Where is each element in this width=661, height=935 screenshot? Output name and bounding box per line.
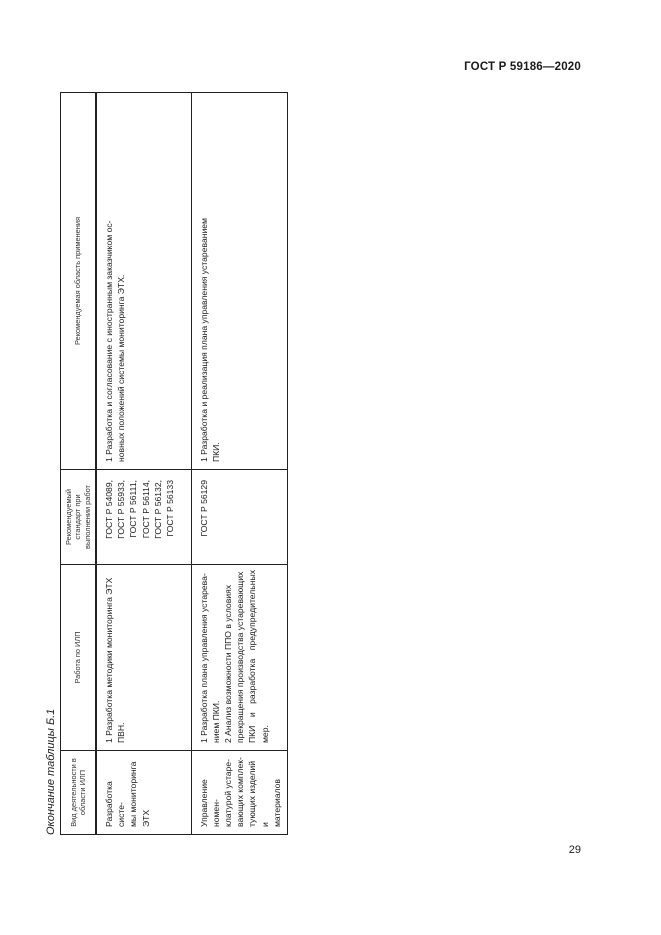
cell-line: ЭТХ: [140, 809, 151, 827]
activity-cell: [96, 751, 191, 835]
cell-line: ГОСТ Р 56114,: [140, 480, 151, 539]
page-number: 29: [568, 844, 581, 856]
cell-line: ПВН.: [116, 722, 127, 743]
standards-cell: [96, 470, 191, 565]
cell-line: мы мониторинга: [128, 761, 139, 827]
cell-line: новных положений системы мониторинга ЭТХ.: [116, 274, 127, 462]
cell-line: Разработка систе-: [104, 781, 127, 827]
work-cell: [191, 565, 287, 751]
cell-line: 2 Анализ возможности ППО в условиях: [222, 584, 233, 743]
cell-line: тующих изделий и: [247, 760, 270, 827]
column-header-application: Рекомендуемая область применения: [61, 93, 97, 470]
application-cell: [191, 93, 287, 470]
work-cell: [96, 565, 191, 751]
table-b1: [60, 92, 288, 835]
cell-line: ГОСТ Р 54089,: [104, 480, 114, 539]
standards-cell: [191, 470, 287, 565]
cell-line: ПКИ.: [210, 442, 221, 462]
cell-line: ГОСТ Р 56111,: [128, 480, 139, 538]
activity-cell: [191, 751, 287, 835]
cell-line: ГОСТ Р 56133: [165, 480, 176, 537]
cell-line: нием ПКИ.: [210, 700, 221, 743]
cell-line: клатурой устаре-: [222, 759, 233, 827]
column-header-standard: Рекомендуемый стандарт при выполнении работ: [61, 470, 97, 565]
cell-line: Управление номен-: [198, 779, 221, 827]
cell-line: 1 Разработка и реализация плана управления устареванием: [198, 218, 209, 462]
cell-line: материалов: [271, 779, 282, 827]
document-code: ГОСТ Р 59186—2020: [464, 61, 581, 73]
table-header-row: [61, 93, 97, 835]
cell-line: вающих комплек-: [235, 757, 246, 827]
cell-line: ГОСТ Р 56129: [198, 480, 209, 537]
table-caption: Окончание таблицы Б.1: [45, 708, 57, 835]
cell-line: 1 Разработка плана управления устарева-: [198, 573, 209, 743]
rotated-table-block: [44, 93, 282, 835]
cell-line: 1 Разработка методики мониторинга ЭТХ: [104, 577, 114, 743]
column-header-work: Работа по ИЛП: [61, 565, 97, 751]
cell-line: ГОСТ Р 56132,: [152, 480, 163, 539]
table-row: [191, 93, 287, 835]
cell-line: ГОСТ Р 55933,: [116, 480, 127, 539]
column-header-activity: Вид деятельности в области ИЛП: [61, 751, 97, 835]
cell-line: ПКИ и разработка предупредительных мер.: [247, 570, 270, 743]
cell-line: прекращения производства устаревающих: [235, 571, 246, 743]
table-row: [96, 93, 191, 835]
cell-line: 1 Разработка и согласование с иностранным заказчиком ос-: [104, 220, 114, 462]
application-cell: [96, 93, 191, 470]
